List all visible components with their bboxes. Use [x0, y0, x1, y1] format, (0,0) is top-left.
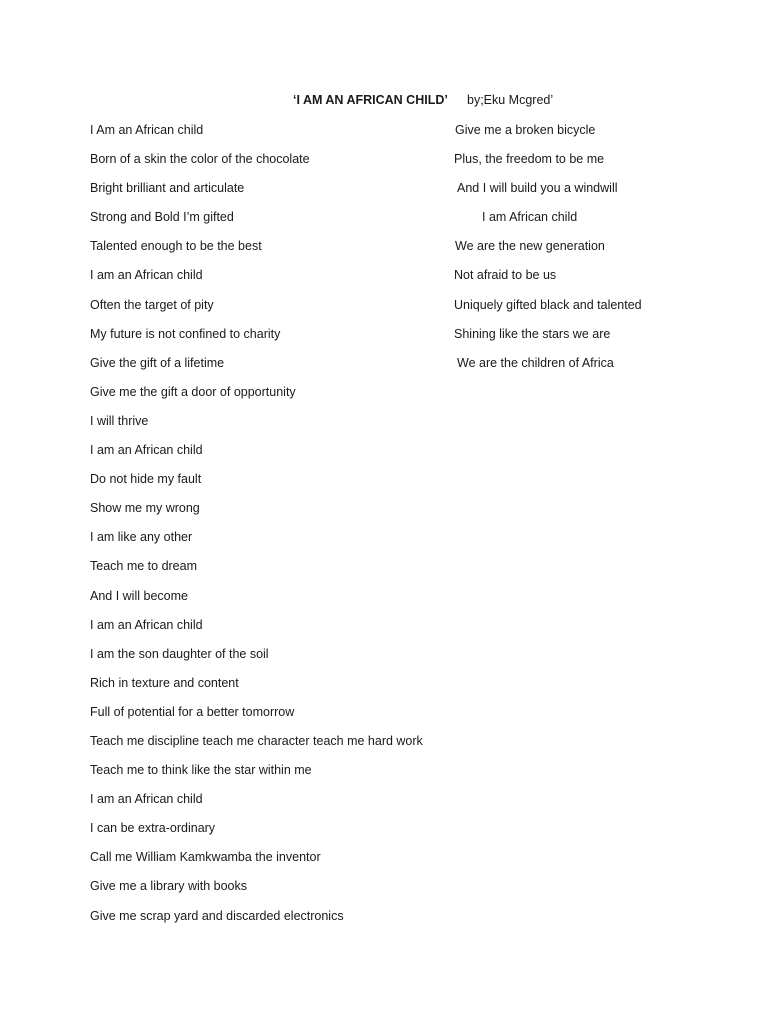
poem-line: Give me the gift a door of opportunity	[90, 384, 296, 399]
poem-line: I Am an African child	[90, 123, 204, 137]
poem-line: I am like any other	[90, 530, 193, 545]
poem-line: Born of a skin the color of the chocolate	[90, 152, 310, 167]
poem-line: Bright brilliant and articulate	[90, 181, 245, 196]
poem-line: My future is not confined to charity	[90, 326, 281, 341]
poem-line: Do not hide my fault	[90, 472, 202, 487]
poem-line: Strong and Bold I’m gifted	[90, 210, 234, 225]
poem-line: Plus, the freedom to be me	[454, 152, 605, 167]
poem-line: Often the target of pity	[90, 297, 214, 312]
poem-title: ‘I AM AN AFRICAN CHILD’	[293, 93, 448, 107]
title-row	[0, 93, 768, 111]
poem-line: I am an African child	[90, 617, 203, 632]
poem-line: Full of potential for a better tomorrow	[90, 704, 295, 719]
poem-line: Give me a library with books	[90, 879, 248, 894]
poem-line: I am an African child	[90, 443, 203, 458]
poem-line: Uniquely gifted black and talented	[454, 297, 642, 312]
poem-line: We are the children of Africa	[457, 355, 614, 370]
poem-column-right	[454, 121, 642, 383]
poem-line: Give me scrap yard and discarded electronics	[90, 908, 344, 923]
poem-line: Rich in texture and content	[90, 675, 239, 690]
poem-line: Teach me to dream	[90, 559, 197, 574]
poem-line: I am the son daughter of the soil	[90, 646, 269, 661]
poem-line: Give the gift of a lifetime	[90, 355, 225, 370]
poem-line: Teach me to think like the star within me	[90, 763, 312, 778]
poem-line: Not afraid to be us	[454, 268, 557, 283]
poem-line: I will thrive	[90, 413, 149, 428]
poem-line: Teach me discipline teach me character teach me hard work	[90, 733, 423, 748]
poem-line: Call me William Kamkwamba the inventor	[90, 850, 321, 865]
poem-author: by;Eku Mcgred’	[467, 93, 554, 107]
poem-line: Shining like the stars we are	[454, 326, 611, 341]
poem-line: We are the new generation	[455, 239, 605, 254]
poem-column-left	[90, 121, 423, 936]
poem-line: And I will build you a windwill	[457, 181, 618, 196]
poem-line: I am African child	[482, 210, 578, 225]
poem-line: And I will become	[90, 588, 188, 603]
poem-line: I am an African child	[90, 268, 203, 283]
poem-line: Give me a broken bicycle	[455, 123, 596, 137]
poem-line: Talented enough to be the best	[90, 239, 262, 254]
poem-line: Show me my wrong	[90, 501, 200, 516]
poem-line: I can be extra-ordinary	[90, 821, 216, 836]
poem-line: I am an African child	[90, 792, 203, 807]
